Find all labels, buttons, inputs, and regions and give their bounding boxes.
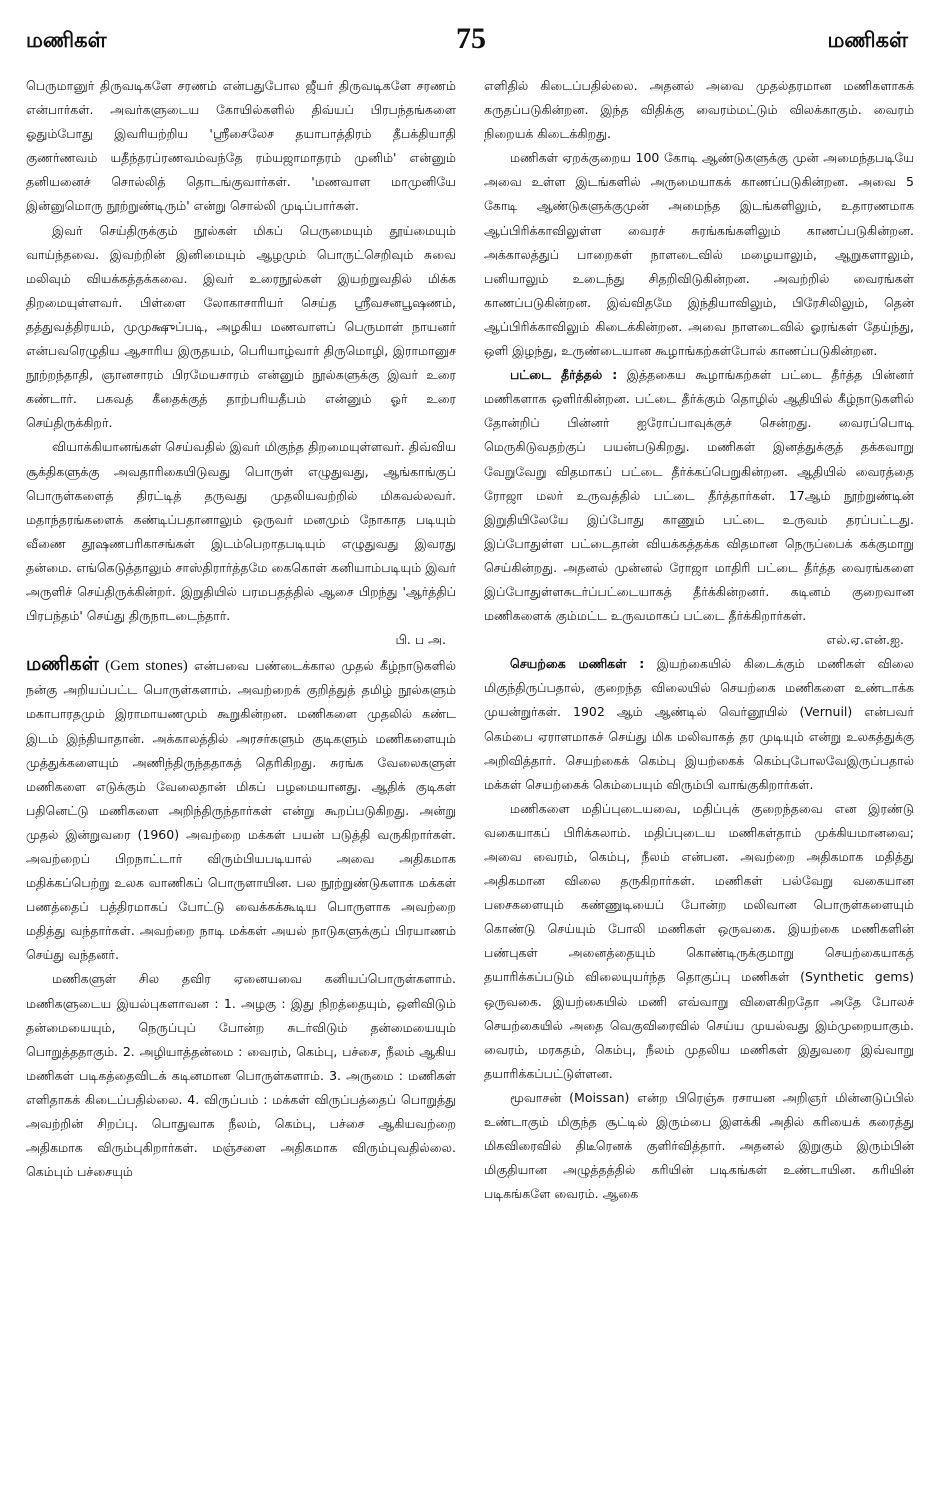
running-header bbox=[20, 22, 922, 64]
paragraph: மூவாசன் (Moissan) என்ற பிரெஞ்சு ரசாயன அறிஞர் மின்னடுப்பில் உண்டாகும் மிகுந்த சூட்டில் இரும்பை இளக்கி அதில் கரியைக் கரைத்து மிகவிரைவில் திடீரெனக் குளிர்வித்தார். அதனல் இறுகும் இரும்பின் மிகுதியான அழுத்தத்தில் கரியின் படிகங்கள் உண்டாயின. கரியின் படிகங்களே வைரம். ஆகை bbox=[484, 1089, 914, 1202]
author-initials: பி. ப அ. bbox=[395, 632, 446, 648]
paragraph: மணிகளுள் சில தவிர ஏனையவை கனியப்பொருள்களாம். மணிகளுடைய இயல்புகளாவன : 1. அழகு : இது நிறத்தையும், ஒளிவிடும் தன்மையையும், நெருப்புப் போன்ற சுடர்விடும் தன்மையையும் பொறுத்ததாகும். 2. அழியாத்தன்மை : வைரம், கெம்பு, பச்சை, நீலம் ஆகிய மணிகள் படிகத்தைவிடக் கடினமான பொருள்களாம். 3. அருமை : மணிகள் எளிதாகக் கிடைப்பதில்லை. 4. விருப்பம் : மக்கள் விருப்பத்தைப் பொறுத்து அவற்றின் சிறப்பு. பொதுவாக நீலம், கெம்பு, பச்சை ஆகியவற்றை அதிகமாக விரும்புகிறார்கள். மஞ்சளை அதிகமாக விரும்புவதில்லை. கெம்பும் பச்சையும் bbox=[26, 971, 456, 1180]
subheading: பட்டை தீர்த்தல் : bbox=[510, 367, 618, 383]
header-right-title: மணிகள் bbox=[827, 28, 908, 52]
paragraph: இவர் செய்திருக்கும் நூல்கள் மிகப் பெருமையும் தூய்மையும் வாய்ந்தவை. இவற்றின் இனிமையும் ஆழமும் பொருட்செறிவும் சுவை மலிவும் வியக்கத்தக்கவை. இவர் உரைநூல்கள் இயற்றுவதில் மிக்க திறமையுள்ளவர். பிள்ளை லோகாசாரியர் செய்த ஸ்ரீவசனபூஷணம், தத்துவத்திரயம், முமுக்ஷுப்படி, அழகிய மணவாளப் பெருமாள் நாயனர் என்பவரெழுதிய ஆசாரிய இருதயம், பெரியாழ்வார் திருமொழி, இராமானுச நூற்றந்தாதி, ஞானசாரம் பிரமேயசாரம் என்னும் நூல்களுக்கு இவர் உரை கண்டார். பகவத் கீதைக்குத் தாற்பரியதீபம் என்னும் ஓர் உரை செய்திருக்கிறர். bbox=[26, 222, 456, 431]
page-number: 75 bbox=[456, 22, 486, 55]
section-text: இத்தகைய கூழாங்கற்கள் பட்டை தீர்த்த பின்னர் மணிகளாக ஒளிர்கின்றன. பட்டை தீர்க்கும் தொழில் ஆதியில் கீழ்நாடுகளில் தோன்றிப் பின்னர் ஐரோப்பாவுக்குச் சென்றது. வைரப்பொடி மெருகிடுவதற்குப் பயன்படுகிறது. மணிகள் இனத்துக்குத் தக்கவாறு வேறுவேறு விதமாகப் பட்டை தீர்க்கப்பெறுகின்றன. ஆதியில் வைரத்தை ரோஜா மலர் உருவத்தில் பட்டை தீர்த்தார்கள். 17ஆம் நூற்றுண்டின் இறுதியிலேயே இப்போது காணும் பட்டை உருவம் தரப்பட்டது. இப்போதுள்ள பட்டைதான் வியக்கத்தக்க விதமான நெருப்பைக் கக்குமாறு செய்கின்றது. அதனல் முன்னல் ரோஜா மாதிரி பட்டை தீர்த்த வைரங்களை இப்போதுள்ளசுடர்ப்பட்டையாகத் தீர்க்கின்றனர். கடினம் குறைவான மணிகளைக் கும்மட்ட உருவமாகப் பட்டை தீர்க்கிறார்கள். bbox=[484, 367, 914, 624]
subheading: செயற்கை மணிகள் : bbox=[510, 656, 645, 672]
entry-latin-term: (Gem stones) bbox=[105, 658, 188, 675]
entry-title: மணிகள் bbox=[26, 653, 99, 676]
author-initials: எல்.ஏ.என்.ஐ. bbox=[826, 632, 904, 648]
section-paragraph bbox=[484, 652, 914, 797]
paragraph: எளிதில் கிடைப்பதில்லை. அதனல் அவை முதல்தரமான மணிகளாகக் கருதப்படுகின்றன. இந்த விதிக்கு வைரம்மட்டும் விலக்காகும். வைரம் நிறையக் கிடைக்கிறது. bbox=[484, 78, 914, 142]
left-column bbox=[26, 74, 456, 1475]
entry-paragraph bbox=[26, 652, 456, 967]
section-paragraph bbox=[484, 363, 914, 628]
right-column bbox=[484, 74, 914, 1475]
paragraph: மணிகளை மதிப்புடையவை, மதிப்புக் குறைந்தவை என இரண்டு வகையாகப் பிரிக்கலாம். மதிப்புடைய மணிகள்தாம் முக்கியமானவை; அவை வைரம், கெம்பு, நீலம் என்பன. அவற்றை அதிகமாக மதித்து அதிகமான விலை தருகிறார்கள். மணிகள் பல்வேறு வகையான பசைகளையும் கண்ணுடியைப் போன்ற மலிவான பொருள்களையும் கொண்டு செய்யும் போலி மணிகள் ஒருவகை. இயற்கை மணிகளின் பண்புகள் அனைத்தையும் கொண்டிருக்குமாறு செயற்கையாகத் தயாரிக்கப்படும் விலையுயர்ந்த தொகுப்பு மணிகள் (Synthetic gems) ஒருவகை. இயற்கையில் மணி எவ்வாறு விளைகிறதோ அதே போலச் செயற்கையில் அதை வெகுவிரைவில் செய்ய முயல்வது இம்முறையாகும். வைரம், மரகதம், கெம்பு, நீலம் முதலிய மணிகள் இதுவரை இவ்வாறு தயாரிக்கப்பட்டுள்ளன. bbox=[484, 800, 914, 1081]
text-columns bbox=[26, 74, 914, 1475]
paragraph: பெருமானுர் திருவடிகளே சரணம் என்பதுபோல ஜீயர் திருவடிகளே சரணம் என்பார்கள். அவர்களுடைய கோயில்களில் திவ்யப் பிரபந்தங்களை ஓதும்போது இவரியற்றிய 'ஸ்ரீசைலேச தயாபாத்திரம் தீபக்தியாதி குணர்ணவம் யதீந்தரப்ரணவம்வந்தே ரம்யஜாமாதரம் முனிம்' என்னும் தனியனைச் சொல்லித் தொடங்குவார்கள். 'மணவாள மாமுனியே இன்னுமொரு நூற்றுண்டிரும்' என்று சொல்லி முடிப்பார்கள். bbox=[26, 78, 456, 214]
paragraph: மணிகள் ஏறக்குறைய 100 கோடி ஆண்டுகளுக்கு முன் அமைந்தபடியே அவை உள்ள இடங்களில் அருமையாகக் காணப்படுகின்றன. அவை 5 கோடி ஆண்டுகளுக்குமுன் அமைந்த இடங்களிலும், உதாரணமாக ஆப்பிரிக்காவிலுள்ள வைரச் சுரங்கங்களிலும் காணப்படுகின்றன. அக்காலத்துப் பாறைகள் நாளடைவில் மழையாலும், ஆறுகளாலும், பனியாலும் உடைந்து சிதறிவிடுகின்றன. அவற்றில் வைரங்கள் காணப்படுகின்றன. இவ்விதமே இந்தியாவிலும், பிரேசிலிலும், தென் ஆப்பிரிக்காவிலும் கிடைக்கின்றன. அவை நாளடைவில் ஓரங்கள் தேய்ந்து, ஒளி இழந்து, உருண்டையான கூழாங்கற்கள்போல் காணப்படுகின்றன. bbox=[484, 150, 914, 359]
paragraph: வியாக்கியானங்கள் செய்வதில் இவர் மிகுந்த திறமையுள்ளவர். திவ்விய சூக்திகளுக்கு அவதாரிகையிடுவது பொருள் எழுதுவது, ஆங்காங்குப் பொருள்களைத் திரட்டித் தருவது முதலியவற்றில் மிகவல்லவர். மதாந்தரங்களைக் கண்டிப்பதானாலும் ஒருவர் மனமும் நோகாத படியும் வீணை தூஷணபரிகாசங்கள் இடம்பெறாதபடியும் எழுதுவது இவரது தன்மை. எங்கெடுத்தாலும் சாஸ்திரார்த்தமே கைகொள் கனியாம்படியும் இவர் அருளிச் செய்திருக்கின்றர். இறுதியில் பரமபதத்தில் ஆசை பிறந்து 'ஆர்த்திப் பிரபந்தம்' செய்து திருநாடடைந்தார். bbox=[26, 439, 456, 624]
header-left-title: மணிகள் bbox=[26, 28, 107, 52]
section-text: இயற்கையில் கிடைக்கும் மணிகள் விலை மிகுந்திருப்பதால், குறைந்த விலையில் செயற்கை மணிகளை உண்டாக்க முயன்றுர்கள். 1902 ஆம் ஆண்டில் வெர்னூயில் (Vernuil) என்பவர் கெம்பை ஏராளமாகச் செய்து மிக மலிவாகத் தர முடியும் என்று உலகத்துக்கு அறிவித்தார். செயற்கைக் கெம்பு இயற்கைக் கெம்புபோலவேஇருப்பதால் மக்கள் செயற்கைக் கெம்பையும் விரும்பி வாங்குகிறார்கள். bbox=[484, 656, 914, 792]
entry-text: என்பவை பண்டைக்கால முதல் கீழ்நாடுகளில் நன்கு அறியப்பட்ட பொருள்களாம். அவற்றைக் குறித்துத் தமிழ் நூல்களும் மகாபாரதமும் இராமாயணமும் கூறுகின்றன. மணிகளை முதலில் கண்ட இடம் இந்தியாதான். அக்காலத்தில் அரசர்களும் குடிகளும் மணிகளையும் முத்துக்களையும் அணிந்திருந்ததாகத் தெரிகிறது. சுரங்க வேலைகளுள் மணிகளை எடுக்கும் வேலைதான் மிகப் பழமையானது. ஆதிக் குடிகள் பதினெட்டு மணிகளை அறிந்திருந்தார்கள் என்று கூறப்படுகிறது. அன்று முதல் இன்றுவரை (1960) அவற்றை மக்கள் பயன் படுத்தி வருகிறார்கள். அவற்றைப் பிறநாட்டார் விரும்பியபடியால் அவை அதிகமாக மதிக்கப்பெற்று உலக வாணிகப் பொருளாயின. பல நூற்றுண்டுகளாக மக்கள் பணத்தைப் பத்திரமாகப் போட்டு வைக்கக்கூடிய பொருளாக அவற்றை மதித்து வந்தார்கள். அவற்றை நாடி மக்கள் அயல் நாடுகளுக்குப் பிரயாணம் செய்து வந்தனர். bbox=[26, 658, 456, 963]
